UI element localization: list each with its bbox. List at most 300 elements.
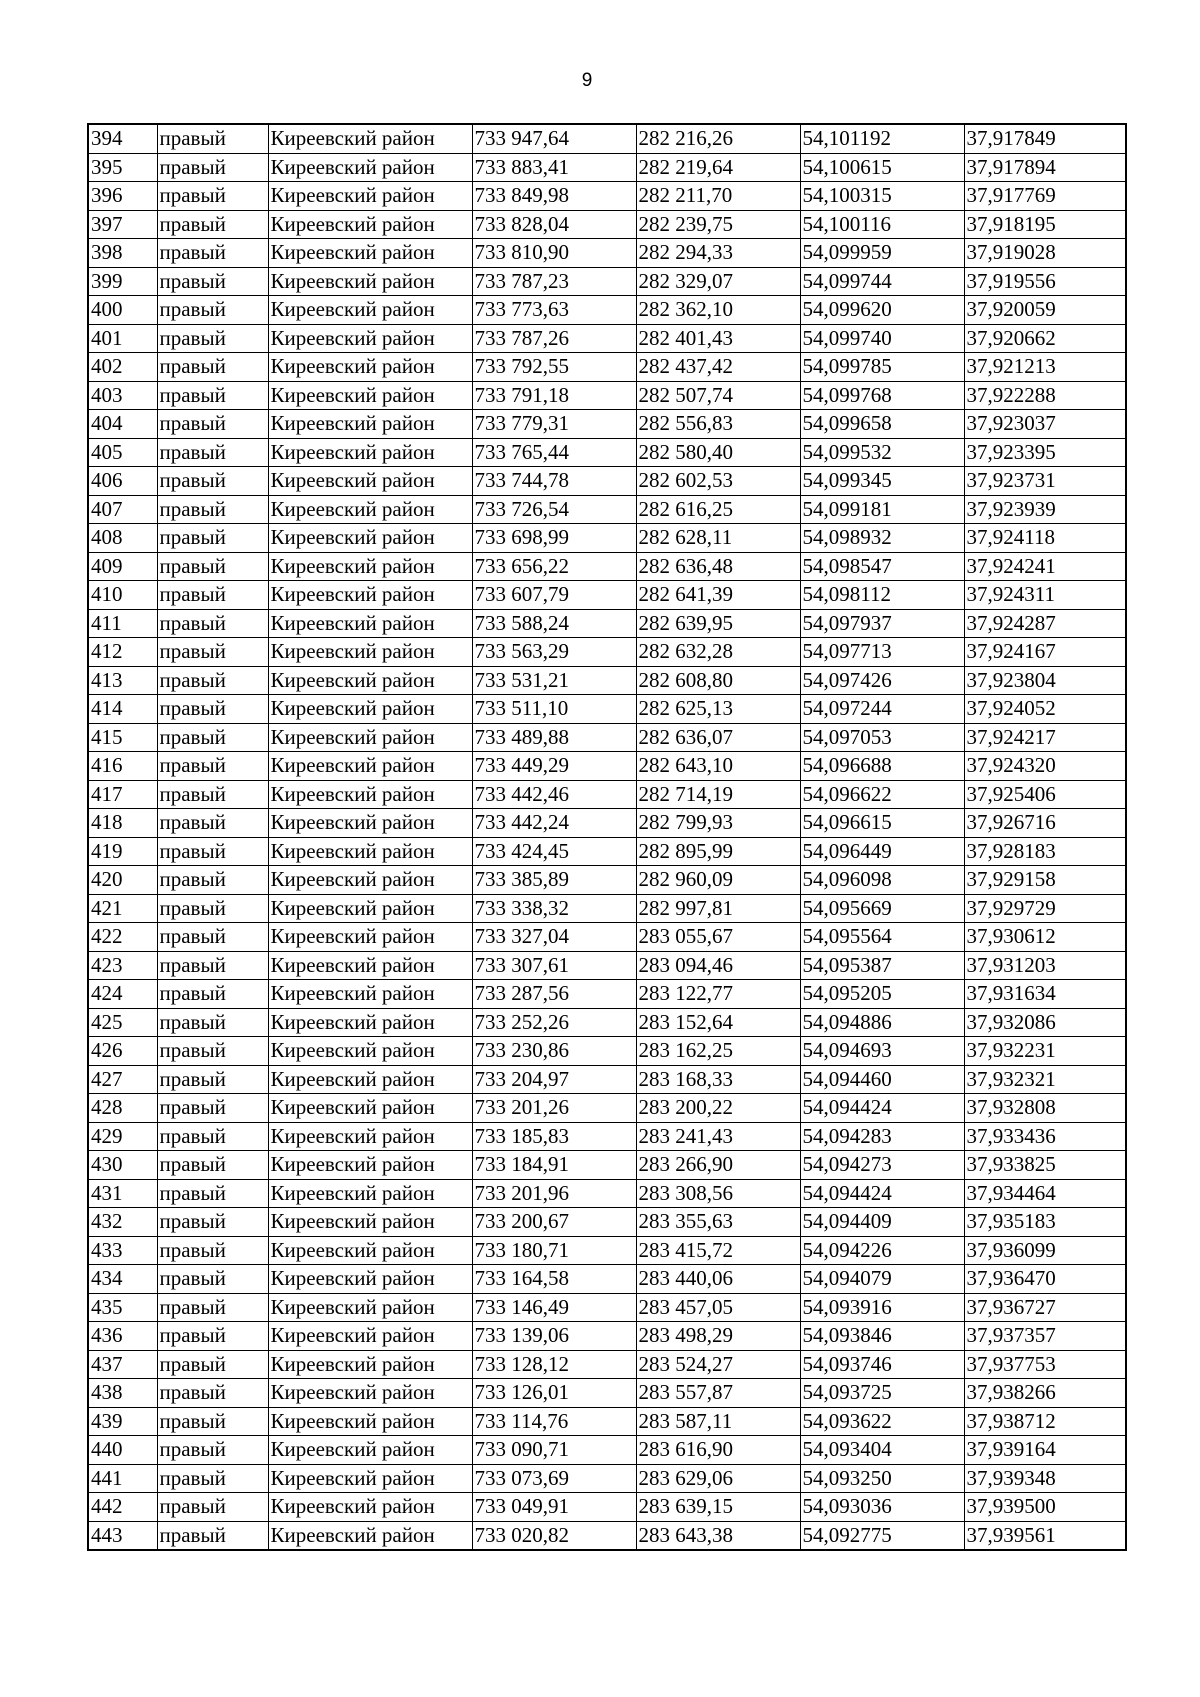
x-coordinate-cell: 733 126,01 <box>472 1379 636 1408</box>
table-row <box>88 980 1126 1009</box>
longitude-cell: 37,924287 <box>964 609 1126 638</box>
x-coordinate-cell: 733 489,88 <box>472 723 636 752</box>
district-cell: Киреевский район <box>268 866 472 895</box>
bank-cell: правый <box>157 951 268 980</box>
x-coordinate-cell: 733 792,55 <box>472 353 636 382</box>
bank-cell: правый <box>157 809 268 838</box>
bank-cell: правый <box>157 581 268 610</box>
x-coordinate-cell: 733 139,06 <box>472 1322 636 1351</box>
x-coordinate-cell: 733 204,97 <box>472 1065 636 1094</box>
table-row <box>88 666 1126 695</box>
latitude-cell: 54,093622 <box>800 1407 964 1436</box>
latitude-cell: 54,094424 <box>800 1179 964 1208</box>
bank-cell: правый <box>157 894 268 923</box>
table-row <box>88 353 1126 382</box>
y-coordinate-cell: 283 498,29 <box>636 1322 800 1351</box>
bank-cell: правый <box>157 210 268 239</box>
table-row <box>88 381 1126 410</box>
y-coordinate-cell: 282 362,10 <box>636 296 800 325</box>
bank-cell: правый <box>157 1236 268 1265</box>
bank-cell: правый <box>157 495 268 524</box>
point-number-cell: 433 <box>88 1236 157 1265</box>
point-number-cell: 426 <box>88 1037 157 1066</box>
latitude-cell: 54,093725 <box>800 1379 964 1408</box>
y-coordinate-cell: 283 557,87 <box>636 1379 800 1408</box>
table-row <box>88 1322 1126 1351</box>
point-number-cell: 407 <box>88 495 157 524</box>
district-cell: Киреевский район <box>268 1008 472 1037</box>
longitude-cell: 37,939500 <box>964 1493 1126 1522</box>
x-coordinate-cell: 733 791,18 <box>472 381 636 410</box>
y-coordinate-cell: 282 580,40 <box>636 438 800 467</box>
district-cell: Киреевский район <box>268 1236 472 1265</box>
point-number-cell: 400 <box>88 296 157 325</box>
x-coordinate-cell: 733 511,10 <box>472 695 636 724</box>
x-coordinate-cell: 733 588,24 <box>472 609 636 638</box>
latitude-cell: 54,099345 <box>800 467 964 496</box>
table-row <box>88 1293 1126 1322</box>
point-number-cell: 415 <box>88 723 157 752</box>
table-row <box>88 581 1126 610</box>
latitude-cell: 54,099532 <box>800 438 964 467</box>
point-number-cell: 403 <box>88 381 157 410</box>
point-number-cell: 437 <box>88 1350 157 1379</box>
longitude-cell: 37,922288 <box>964 381 1126 410</box>
x-coordinate-cell: 733 442,46 <box>472 780 636 809</box>
table-row <box>88 894 1126 923</box>
y-coordinate-cell: 283 440,06 <box>636 1265 800 1294</box>
district-cell: Киреевский район <box>268 296 472 325</box>
district-cell: Киреевский район <box>268 809 472 838</box>
bank-cell: правый <box>157 552 268 581</box>
longitude-cell: 37,933825 <box>964 1151 1126 1180</box>
latitude-cell: 54,093846 <box>800 1322 964 1351</box>
x-coordinate-cell: 733 947,64 <box>472 124 636 153</box>
longitude-cell: 37,926716 <box>964 809 1126 838</box>
point-number-cell: 434 <box>88 1265 157 1294</box>
latitude-cell: 54,099181 <box>800 495 964 524</box>
y-coordinate-cell: 283 629,06 <box>636 1464 800 1493</box>
latitude-cell: 54,099768 <box>800 381 964 410</box>
bank-cell: правый <box>157 467 268 496</box>
bank-cell: правый <box>157 1065 268 1094</box>
district-cell: Киреевский район <box>268 410 472 439</box>
bank-cell: правый <box>157 438 268 467</box>
table-row <box>88 837 1126 866</box>
bank-cell: правый <box>157 124 268 153</box>
y-coordinate-cell: 283 122,77 <box>636 980 800 1009</box>
district-cell: Киреевский район <box>268 1322 472 1351</box>
table-row <box>88 923 1126 952</box>
point-number-cell: 404 <box>88 410 157 439</box>
longitude-cell: 37,929158 <box>964 866 1126 895</box>
longitude-cell: 37,939164 <box>964 1436 1126 1465</box>
latitude-cell: 54,100615 <box>800 153 964 182</box>
table-row <box>88 1464 1126 1493</box>
district-cell: Киреевский район <box>268 752 472 781</box>
x-coordinate-cell: 733 744,78 <box>472 467 636 496</box>
table-row <box>88 1379 1126 1408</box>
district-cell: Киреевский район <box>268 1122 472 1151</box>
point-number-cell: 429 <box>88 1122 157 1151</box>
longitude-cell: 37,920662 <box>964 324 1126 353</box>
latitude-cell: 54,096615 <box>800 809 964 838</box>
table-row <box>88 324 1126 353</box>
latitude-cell: 54,094226 <box>800 1236 964 1265</box>
y-coordinate-cell: 283 587,11 <box>636 1407 800 1436</box>
page-number: 9 <box>581 70 593 91</box>
bank-cell: правый <box>157 1407 268 1436</box>
x-coordinate-cell: 733 128,12 <box>472 1350 636 1379</box>
district-cell: Киреевский район <box>268 1379 472 1408</box>
x-coordinate-cell: 733 200,67 <box>472 1208 636 1237</box>
y-coordinate-cell: 282 636,48 <box>636 552 800 581</box>
table-row <box>88 951 1126 980</box>
y-coordinate-cell: 283 639,15 <box>636 1493 800 1522</box>
bank-cell: правый <box>157 410 268 439</box>
longitude-cell: 37,935183 <box>964 1208 1126 1237</box>
district-cell: Киреевский район <box>268 467 472 496</box>
table-row <box>88 1065 1126 1094</box>
district-cell: Киреевский район <box>268 1265 472 1294</box>
district-cell: Киреевский район <box>268 1065 472 1094</box>
longitude-cell: 37,923731 <box>964 467 1126 496</box>
bank-cell: правый <box>157 609 268 638</box>
district-cell: Киреевский район <box>268 1436 472 1465</box>
y-coordinate-cell: 282 329,07 <box>636 267 800 296</box>
longitude-cell: 37,936099 <box>964 1236 1126 1265</box>
table-row <box>88 495 1126 524</box>
x-coordinate-cell: 733 828,04 <box>472 210 636 239</box>
point-number-cell: 411 <box>88 609 157 638</box>
bank-cell: правый <box>157 666 268 695</box>
bank-cell: правый <box>157 723 268 752</box>
latitude-cell: 54,101192 <box>800 124 964 153</box>
x-coordinate-cell: 733 787,23 <box>472 267 636 296</box>
latitude-cell: 54,097713 <box>800 638 964 667</box>
y-coordinate-cell: 282 608,80 <box>636 666 800 695</box>
latitude-cell: 54,095669 <box>800 894 964 923</box>
latitude-cell: 54,094273 <box>800 1151 964 1180</box>
district-cell: Киреевский район <box>268 1407 472 1436</box>
bank-cell: правый <box>157 1037 268 1066</box>
y-coordinate-cell: 282 799,93 <box>636 809 800 838</box>
bank-cell: правый <box>157 866 268 895</box>
y-coordinate-cell: 282 556,83 <box>636 410 800 439</box>
bank-cell: правый <box>157 324 268 353</box>
point-number-cell: 419 <box>88 837 157 866</box>
longitude-cell: 37,917769 <box>964 182 1126 211</box>
x-coordinate-cell: 733 424,45 <box>472 837 636 866</box>
x-coordinate-cell: 733 883,41 <box>472 153 636 182</box>
table-body <box>88 124 1126 1550</box>
district-cell: Киреевский район <box>268 980 472 1009</box>
latitude-cell: 54,094424 <box>800 1094 964 1123</box>
y-coordinate-cell: 282 219,64 <box>636 153 800 182</box>
bank-cell: правый <box>157 1350 268 1379</box>
longitude-cell: 37,924311 <box>964 581 1126 610</box>
latitude-cell: 54,097244 <box>800 695 964 724</box>
district-cell: Киреевский район <box>268 353 472 382</box>
point-number-cell: 428 <box>88 1094 157 1123</box>
bank-cell: правый <box>157 381 268 410</box>
point-number-cell: 441 <box>88 1464 157 1493</box>
table-row <box>88 267 1126 296</box>
x-coordinate-cell: 733 607,79 <box>472 581 636 610</box>
longitude-cell: 37,932321 <box>964 1065 1126 1094</box>
x-coordinate-cell: 733 810,90 <box>472 239 636 268</box>
table-row <box>88 1407 1126 1436</box>
table-row <box>88 1179 1126 1208</box>
point-number-cell: 417 <box>88 780 157 809</box>
longitude-cell: 37,932231 <box>964 1037 1126 1066</box>
point-number-cell: 418 <box>88 809 157 838</box>
table-row <box>88 239 1126 268</box>
longitude-cell: 37,919028 <box>964 239 1126 268</box>
bank-cell: правый <box>157 267 268 296</box>
district-cell: Киреевский район <box>268 923 472 952</box>
bank-cell: правый <box>157 1094 268 1123</box>
x-coordinate-cell: 733 656,22 <box>472 552 636 581</box>
longitude-cell: 37,917894 <box>964 153 1126 182</box>
bank-cell: правый <box>157 1436 268 1465</box>
district-cell: Киреевский район <box>268 210 472 239</box>
point-number-cell: 414 <box>88 695 157 724</box>
bank-cell: правый <box>157 638 268 667</box>
bank-cell: правый <box>157 1379 268 1408</box>
point-number-cell: 438 <box>88 1379 157 1408</box>
point-number-cell: 439 <box>88 1407 157 1436</box>
y-coordinate-cell: 282 216,26 <box>636 124 800 153</box>
y-coordinate-cell: 283 524,27 <box>636 1350 800 1379</box>
latitude-cell: 54,094693 <box>800 1037 964 1066</box>
latitude-cell: 54,099658 <box>800 410 964 439</box>
latitude-cell: 54,096688 <box>800 752 964 781</box>
longitude-cell: 37,939348 <box>964 1464 1126 1493</box>
y-coordinate-cell: 282 641,39 <box>636 581 800 610</box>
table-row <box>88 638 1126 667</box>
x-coordinate-cell: 733 090,71 <box>472 1436 636 1465</box>
longitude-cell: 37,931203 <box>964 951 1126 980</box>
table-row <box>88 467 1126 496</box>
latitude-cell: 54,098112 <box>800 581 964 610</box>
district-cell: Киреевский район <box>268 1151 472 1180</box>
bank-cell: правый <box>157 1293 268 1322</box>
longitude-cell: 37,919556 <box>964 267 1126 296</box>
district-cell: Киреевский район <box>268 239 472 268</box>
y-coordinate-cell: 283 266,90 <box>636 1151 800 1180</box>
table-row <box>88 1122 1126 1151</box>
latitude-cell: 54,093746 <box>800 1350 964 1379</box>
longitude-cell: 37,924118 <box>964 524 1126 553</box>
table-row <box>88 1236 1126 1265</box>
bank-cell: правый <box>157 182 268 211</box>
table-row <box>88 695 1126 724</box>
latitude-cell: 54,097937 <box>800 609 964 638</box>
y-coordinate-cell: 283 162,25 <box>636 1037 800 1066</box>
x-coordinate-cell: 733 180,71 <box>472 1236 636 1265</box>
latitude-cell: 54,092775 <box>800 1521 964 1550</box>
bank-cell: правый <box>157 1122 268 1151</box>
y-coordinate-cell: 283 241,43 <box>636 1122 800 1151</box>
x-coordinate-cell: 733 787,26 <box>472 324 636 353</box>
latitude-cell: 54,098932 <box>800 524 964 553</box>
table-row <box>88 1436 1126 1465</box>
district-cell: Киреевский район <box>268 695 472 724</box>
y-coordinate-cell: 282 616,25 <box>636 495 800 524</box>
district-cell: Киреевский район <box>268 1179 472 1208</box>
y-coordinate-cell: 283 055,67 <box>636 923 800 952</box>
point-number-cell: 427 <box>88 1065 157 1094</box>
longitude-cell: 37,933436 <box>964 1122 1126 1151</box>
point-number-cell: 430 <box>88 1151 157 1180</box>
latitude-cell: 54,096622 <box>800 780 964 809</box>
y-coordinate-cell: 283 308,56 <box>636 1179 800 1208</box>
y-coordinate-cell: 282 507,74 <box>636 381 800 410</box>
longitude-cell: 37,923037 <box>964 410 1126 439</box>
point-number-cell: 412 <box>88 638 157 667</box>
bank-cell: правый <box>157 524 268 553</box>
y-coordinate-cell: 283 616,90 <box>636 1436 800 1465</box>
y-coordinate-cell: 283 355,63 <box>636 1208 800 1237</box>
latitude-cell: 54,099740 <box>800 324 964 353</box>
point-number-cell: 410 <box>88 581 157 610</box>
bank-cell: правый <box>157 1151 268 1180</box>
x-coordinate-cell: 733 531,21 <box>472 666 636 695</box>
bank-cell: правый <box>157 1008 268 1037</box>
point-number-cell: 397 <box>88 210 157 239</box>
point-number-cell: 395 <box>88 153 157 182</box>
latitude-cell: 54,095564 <box>800 923 964 952</box>
point-number-cell: 443 <box>88 1521 157 1550</box>
point-number-cell: 396 <box>88 182 157 211</box>
latitude-cell: 54,099744 <box>800 267 964 296</box>
bank-cell: правый <box>157 1208 268 1237</box>
longitude-cell: 37,923939 <box>964 495 1126 524</box>
point-number-cell: 405 <box>88 438 157 467</box>
bank-cell: правый <box>157 923 268 952</box>
bank-cell: правый <box>157 1322 268 1351</box>
x-coordinate-cell: 733 779,31 <box>472 410 636 439</box>
district-cell: Киреевский район <box>268 638 472 667</box>
x-coordinate-cell: 733 201,96 <box>472 1179 636 1208</box>
latitude-cell: 54,093036 <box>800 1493 964 1522</box>
district-cell: Киреевский район <box>268 124 472 153</box>
x-coordinate-cell: 733 287,56 <box>472 980 636 1009</box>
district-cell: Киреевский район <box>268 324 472 353</box>
district-cell: Киреевский район <box>268 495 472 524</box>
latitude-cell: 54,100315 <box>800 182 964 211</box>
latitude-cell: 54,096449 <box>800 837 964 866</box>
point-number-cell: 424 <box>88 980 157 1009</box>
longitude-cell: 37,921213 <box>964 353 1126 382</box>
x-coordinate-cell: 733 563,29 <box>472 638 636 667</box>
point-number-cell: 399 <box>88 267 157 296</box>
latitude-cell: 54,099959 <box>800 239 964 268</box>
y-coordinate-cell: 282 437,42 <box>636 353 800 382</box>
x-coordinate-cell: 733 185,83 <box>472 1122 636 1151</box>
longitude-cell: 37,917849 <box>964 124 1126 153</box>
y-coordinate-cell: 282 294,33 <box>636 239 800 268</box>
x-coordinate-cell: 733 327,04 <box>472 923 636 952</box>
table-row <box>88 866 1126 895</box>
point-number-cell: 402 <box>88 353 157 382</box>
bank-cell: правый <box>157 153 268 182</box>
y-coordinate-cell: 282 602,53 <box>636 467 800 496</box>
y-coordinate-cell: 282 632,28 <box>636 638 800 667</box>
district-cell: Киреевский район <box>268 1493 472 1522</box>
table-row <box>88 609 1126 638</box>
longitude-cell: 37,923395 <box>964 438 1126 467</box>
longitude-cell: 37,928183 <box>964 837 1126 866</box>
district-cell: Киреевский район <box>268 723 472 752</box>
table-row <box>88 296 1126 325</box>
point-number-cell: 394 <box>88 124 157 153</box>
longitude-cell: 37,937753 <box>964 1350 1126 1379</box>
point-number-cell: 409 <box>88 552 157 581</box>
district-cell: Киреевский район <box>268 182 472 211</box>
bank-cell: правый <box>157 296 268 325</box>
point-number-cell: 436 <box>88 1322 157 1351</box>
x-coordinate-cell: 733 449,29 <box>472 752 636 781</box>
point-number-cell: 413 <box>88 666 157 695</box>
latitude-cell: 54,095205 <box>800 980 964 1009</box>
y-coordinate-cell: 282 639,95 <box>636 609 800 638</box>
point-number-cell: 440 <box>88 1436 157 1465</box>
y-coordinate-cell: 282 628,11 <box>636 524 800 553</box>
district-cell: Киреевский район <box>268 666 472 695</box>
y-coordinate-cell: 282 714,19 <box>636 780 800 809</box>
table-row <box>88 1037 1126 1066</box>
x-coordinate-cell: 733 049,91 <box>472 1493 636 1522</box>
district-cell: Киреевский район <box>268 780 472 809</box>
bank-cell: правый <box>157 353 268 382</box>
longitude-cell: 37,932086 <box>964 1008 1126 1037</box>
longitude-cell: 37,937357 <box>964 1322 1126 1351</box>
table-row <box>88 153 1126 182</box>
y-coordinate-cell: 283 094,46 <box>636 951 800 980</box>
table-row <box>88 723 1126 752</box>
latitude-cell: 54,093916 <box>800 1293 964 1322</box>
longitude-cell: 37,925406 <box>964 780 1126 809</box>
bank-cell: правый <box>157 752 268 781</box>
x-coordinate-cell: 733 020,82 <box>472 1521 636 1550</box>
table-row <box>88 1008 1126 1037</box>
latitude-cell: 54,097426 <box>800 666 964 695</box>
district-cell: Киреевский район <box>268 1350 472 1379</box>
table-row <box>88 552 1126 581</box>
point-number-cell: 420 <box>88 866 157 895</box>
bank-cell: правый <box>157 837 268 866</box>
longitude-cell: 37,918195 <box>964 210 1126 239</box>
latitude-cell: 54,098547 <box>800 552 964 581</box>
district-cell: Киреевский район <box>268 524 472 553</box>
longitude-cell: 37,931634 <box>964 980 1126 1009</box>
x-coordinate-cell: 733 146,49 <box>472 1293 636 1322</box>
point-number-cell: 435 <box>88 1293 157 1322</box>
point-number-cell: 408 <box>88 524 157 553</box>
district-cell: Киреевский район <box>268 381 472 410</box>
latitude-cell: 54,095387 <box>800 951 964 980</box>
district-cell: Киреевский район <box>268 1521 472 1550</box>
table-row <box>88 1350 1126 1379</box>
table-row <box>88 410 1126 439</box>
district-cell: Киреевский район <box>268 1293 472 1322</box>
y-coordinate-cell: 283 168,33 <box>636 1065 800 1094</box>
longitude-cell: 37,938266 <box>964 1379 1126 1408</box>
table-row <box>88 1521 1126 1550</box>
latitude-cell: 54,094079 <box>800 1265 964 1294</box>
